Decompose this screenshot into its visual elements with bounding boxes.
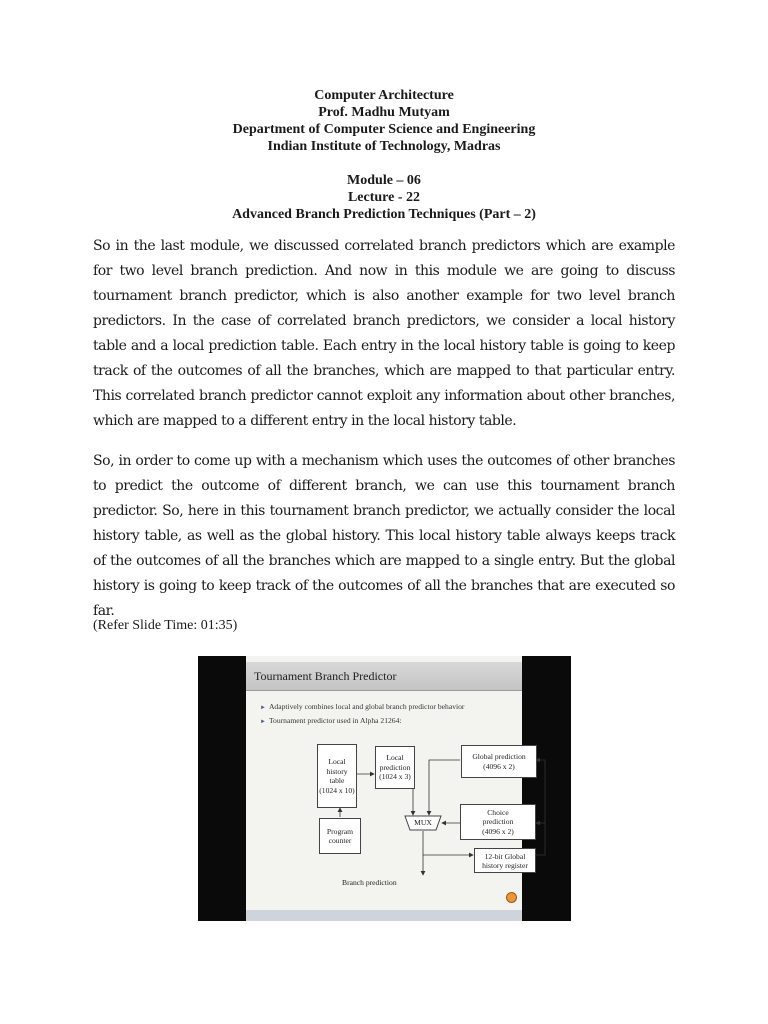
slide-title: Tournament Branch Predictor: [254, 669, 397, 683]
choice-prediction-box: Choice prediction (4096 x 2): [460, 804, 536, 840]
nptel-logo-icon: [506, 892, 517, 903]
slide-bullet-1-text: Adaptively combines local and global branch predictor behavior: [268, 702, 465, 711]
global-prediction-box: Global prediction (4096 x 2): [461, 745, 537, 778]
mux-label: MUX: [414, 818, 432, 828]
department-name: Department of Computer Science and Engineering: [232, 122, 536, 137]
module-number: Module – 06: [347, 173, 421, 188]
lecture-number: Lecture - 22: [347, 190, 421, 205]
slide-footer: [246, 910, 522, 921]
course-title: Computer Architecture: [314, 88, 454, 103]
arrow-gp-to-mux: [429, 760, 460, 815]
document-header: [0, 87, 768, 155]
professor-name: Prof. Madhu Mutyam: [318, 105, 450, 120]
lecture-title: Advanced Branch Prediction Techniques (Part – 2): [232, 207, 536, 222]
local-prediction-box: Local prediction (1024 x 3): [375, 746, 415, 789]
bullet-arrow-icon: ►: [260, 705, 266, 711]
global-history-register-box: 12-bit Global history register: [474, 848, 536, 873]
paragraph-2: So, in order to come up with a mechanism which uses the outcomes of other branches to predict the outcome of different branch, we can use this tournament branch predictor. So, here in this tournament branch predictor, we actually consider the local history table, as well as the global history. This local history table always keeps track of the outcomes of all the branches which are mapped to a single entry. But the global history is going to keep track of the outcomes of all the branches that are executed so far.: [93, 453, 675, 619]
institute-name: Indian Institute of Technology, Madras: [267, 139, 501, 154]
refer-slide-time: (Refer Slide Time: 01:35): [93, 618, 238, 633]
slide-content: [246, 656, 528, 921]
local-history-table-box: Local history table (1024 x 10): [317, 744, 357, 808]
branch-prediction-label: Branch prediction: [342, 878, 397, 887]
slide-bullet-2-text: Tournament predictor used in Alpha 21264:: [268, 716, 402, 725]
bullet-arrow-icon: ►: [260, 719, 266, 725]
slide-image: [198, 656, 571, 921]
paragraph-1: So in the last module, we discussed correlated branch predictors which are example for two level branch prediction. And now in this module we are going to discuss tournament branch predictor, which is also another example for two level branch predictors. In the case of correlated branch predictors, we consider a local history table and a local prediction table. Each entry in the local history table is going to keep track of the outcomes of all the branches, which are mapped to that particular entry. This correlated branch predictor cannot exploit any information about other branches, which are mapped to a different entry in the local history table.: [93, 238, 675, 429]
lecture-info: [0, 172, 768, 223]
program-counter-box: Program counter: [319, 818, 361, 854]
